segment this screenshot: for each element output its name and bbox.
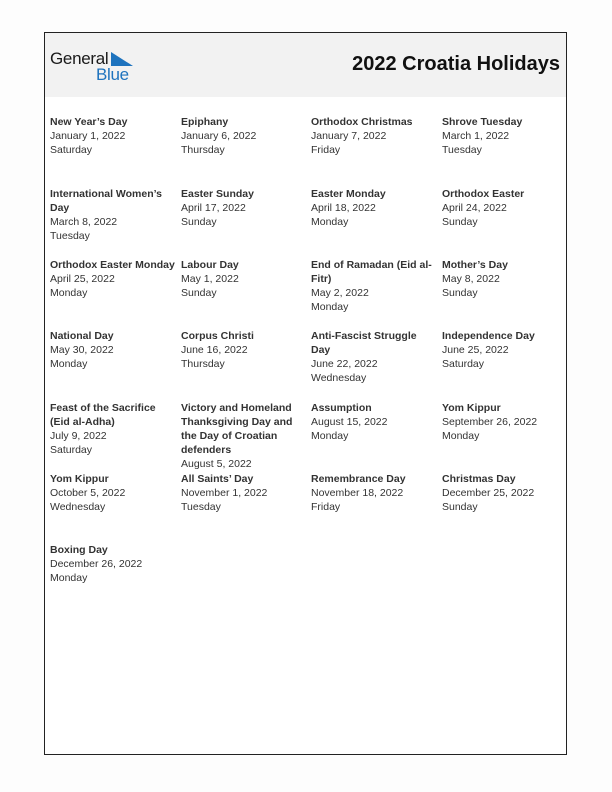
holiday-entry <box>442 187 568 229</box>
holiday-entry <box>50 258 176 300</box>
holiday-name: Shrove Tuesday <box>442 116 523 128</box>
holiday-date: August 5, 2022 <box>181 458 252 470</box>
holiday-name: Epiphany <box>181 116 229 128</box>
holiday-name: Easter Monday <box>311 188 386 200</box>
holiday-date: December 26, 2022 <box>50 558 143 570</box>
holiday-date: April 24, 2022 <box>442 202 507 214</box>
holiday-weekday: Friday <box>311 144 341 156</box>
holiday-name: International Women’s Day <box>50 188 163 214</box>
logo-triangle-icon <box>111 52 133 66</box>
holiday-entry <box>181 401 307 471</box>
logo-text-general: General <box>50 49 109 68</box>
holiday-entry <box>311 472 437 514</box>
holiday-date: March 1, 2022 <box>442 130 510 142</box>
holiday-entry <box>311 329 437 385</box>
holiday-weekday: Monday <box>311 216 349 228</box>
holiday-entry <box>50 543 176 585</box>
holiday-name: Easter Sunday <box>181 188 254 200</box>
holiday-name: National Day <box>50 330 114 342</box>
holiday-weekday: Monday <box>311 430 349 442</box>
holiday-weekday: Sunday <box>181 216 217 228</box>
holiday-date: October 5, 2022 <box>50 487 126 499</box>
holiday-entry <box>181 115 307 157</box>
holiday-date: January 7, 2022 <box>311 130 387 142</box>
generalblue-logo <box>50 47 140 83</box>
holiday-name: Assumption <box>311 402 372 414</box>
holiday-date: November 18, 2022 <box>311 487 404 499</box>
holiday-date: May 8, 2022 <box>442 273 500 285</box>
holiday-date: May 1, 2022 <box>181 273 239 285</box>
holiday-weekday: Wednesday <box>50 501 106 513</box>
holiday-name: All Saints’ Day <box>181 473 254 485</box>
holiday-date: April 17, 2022 <box>181 202 246 214</box>
holiday-entry <box>442 401 568 443</box>
holiday-weekday: Monday <box>50 358 88 370</box>
holiday-name: Independence Day <box>442 330 535 342</box>
calendar-page <box>44 32 567 755</box>
holiday-date: March 8, 2022 <box>50 216 118 228</box>
holiday-date: April 25, 2022 <box>50 273 115 285</box>
holiday-entry <box>442 329 568 371</box>
holiday-entry <box>181 472 307 514</box>
holiday-date: June 25, 2022 <box>442 344 509 356</box>
holiday-date: September 26, 2022 <box>442 416 538 428</box>
holiday-entry <box>181 258 307 300</box>
holiday-name: Labour Day <box>181 259 239 271</box>
page-header <box>45 33 566 97</box>
holiday-weekday: Monday <box>50 287 88 299</box>
holiday-date: January 1, 2022 <box>50 130 126 142</box>
holiday-name: Corpus Christi <box>181 330 254 342</box>
holiday-name: Orthodox Easter Monday <box>50 259 175 271</box>
holiday-entry <box>181 329 307 371</box>
holiday-entry <box>311 187 437 229</box>
holiday-weekday: Sunday <box>442 287 478 299</box>
holiday-weekday: Thursday <box>181 144 225 156</box>
holiday-entry <box>442 115 568 157</box>
holiday-weekday: Tuesday <box>442 144 482 156</box>
holiday-date: May 2, 2022 <box>311 287 369 299</box>
holiday-weekday: Sunday <box>442 216 478 228</box>
holiday-name: Feast of the Sacrifice (Eid al-Adha) <box>50 402 156 428</box>
holiday-name: New Year’s Day <box>50 116 128 128</box>
holiday-date: January 6, 2022 <box>181 130 257 142</box>
holiday-entry <box>50 329 176 371</box>
holiday-entry <box>50 401 176 457</box>
holiday-date: June 16, 2022 <box>181 344 248 356</box>
holiday-name: End of Ramadan (Eid al-Fitr) <box>311 259 432 285</box>
holiday-entry <box>442 472 568 514</box>
holiday-name: Yom Kippur <box>442 402 501 414</box>
holiday-date: May 30, 2022 <box>50 344 114 356</box>
holiday-date: December 25, 2022 <box>442 487 535 499</box>
holiday-name: Victory and Homeland Thanksgiving Day and the Day of Croatian defenders <box>181 402 293 456</box>
holiday-entry <box>50 187 176 243</box>
holiday-name: Orthodox Christmas <box>311 116 413 128</box>
holiday-name: Christmas Day <box>442 473 516 485</box>
holiday-date: July 9, 2022 <box>50 430 107 442</box>
holiday-date: June 22, 2022 <box>311 358 378 370</box>
holiday-entry <box>442 258 568 300</box>
holiday-weekday: Monday <box>311 301 349 313</box>
holiday-weekday: Monday <box>50 572 88 584</box>
holiday-weekday: Wednesday <box>311 372 367 384</box>
holiday-entry <box>181 187 307 229</box>
holiday-date: April 18, 2022 <box>311 202 376 214</box>
holiday-entry <box>311 401 437 443</box>
holiday-entry <box>311 258 437 314</box>
page-title: 2022 Croatia Holidays <box>352 53 560 75</box>
holiday-weekday: Saturday <box>442 358 485 370</box>
holiday-name: Remembrance Day <box>311 473 406 485</box>
holiday-weekday: Friday <box>311 501 341 513</box>
holiday-weekday: Tuesday <box>181 501 221 513</box>
holiday-entry <box>50 472 176 514</box>
holiday-name: Orthodox Easter <box>442 188 525 200</box>
holiday-weekday: Monday <box>442 430 480 442</box>
holiday-weekday: Tuesday <box>50 230 90 242</box>
logo-text-blue: Blue <box>96 65 129 84</box>
holiday-weekday: Saturday <box>50 144 93 156</box>
holiday-name: Anti-Fascist Struggle Day <box>311 330 417 356</box>
holiday-name: Yom Kippur <box>50 473 109 485</box>
holiday-weekday: Sunday <box>181 287 217 299</box>
holiday-date: August 15, 2022 <box>311 416 388 428</box>
holiday-weekday: Sunday <box>442 501 478 513</box>
holiday-entry <box>50 115 176 157</box>
holiday-weekday: Saturday <box>50 444 93 456</box>
holiday-entry <box>311 115 437 157</box>
holiday-date: November 1, 2022 <box>181 487 268 499</box>
holiday-name: Boxing Day <box>50 544 108 556</box>
holiday-name: Mother’s Day <box>442 259 508 271</box>
holiday-weekday: Thursday <box>181 358 225 370</box>
